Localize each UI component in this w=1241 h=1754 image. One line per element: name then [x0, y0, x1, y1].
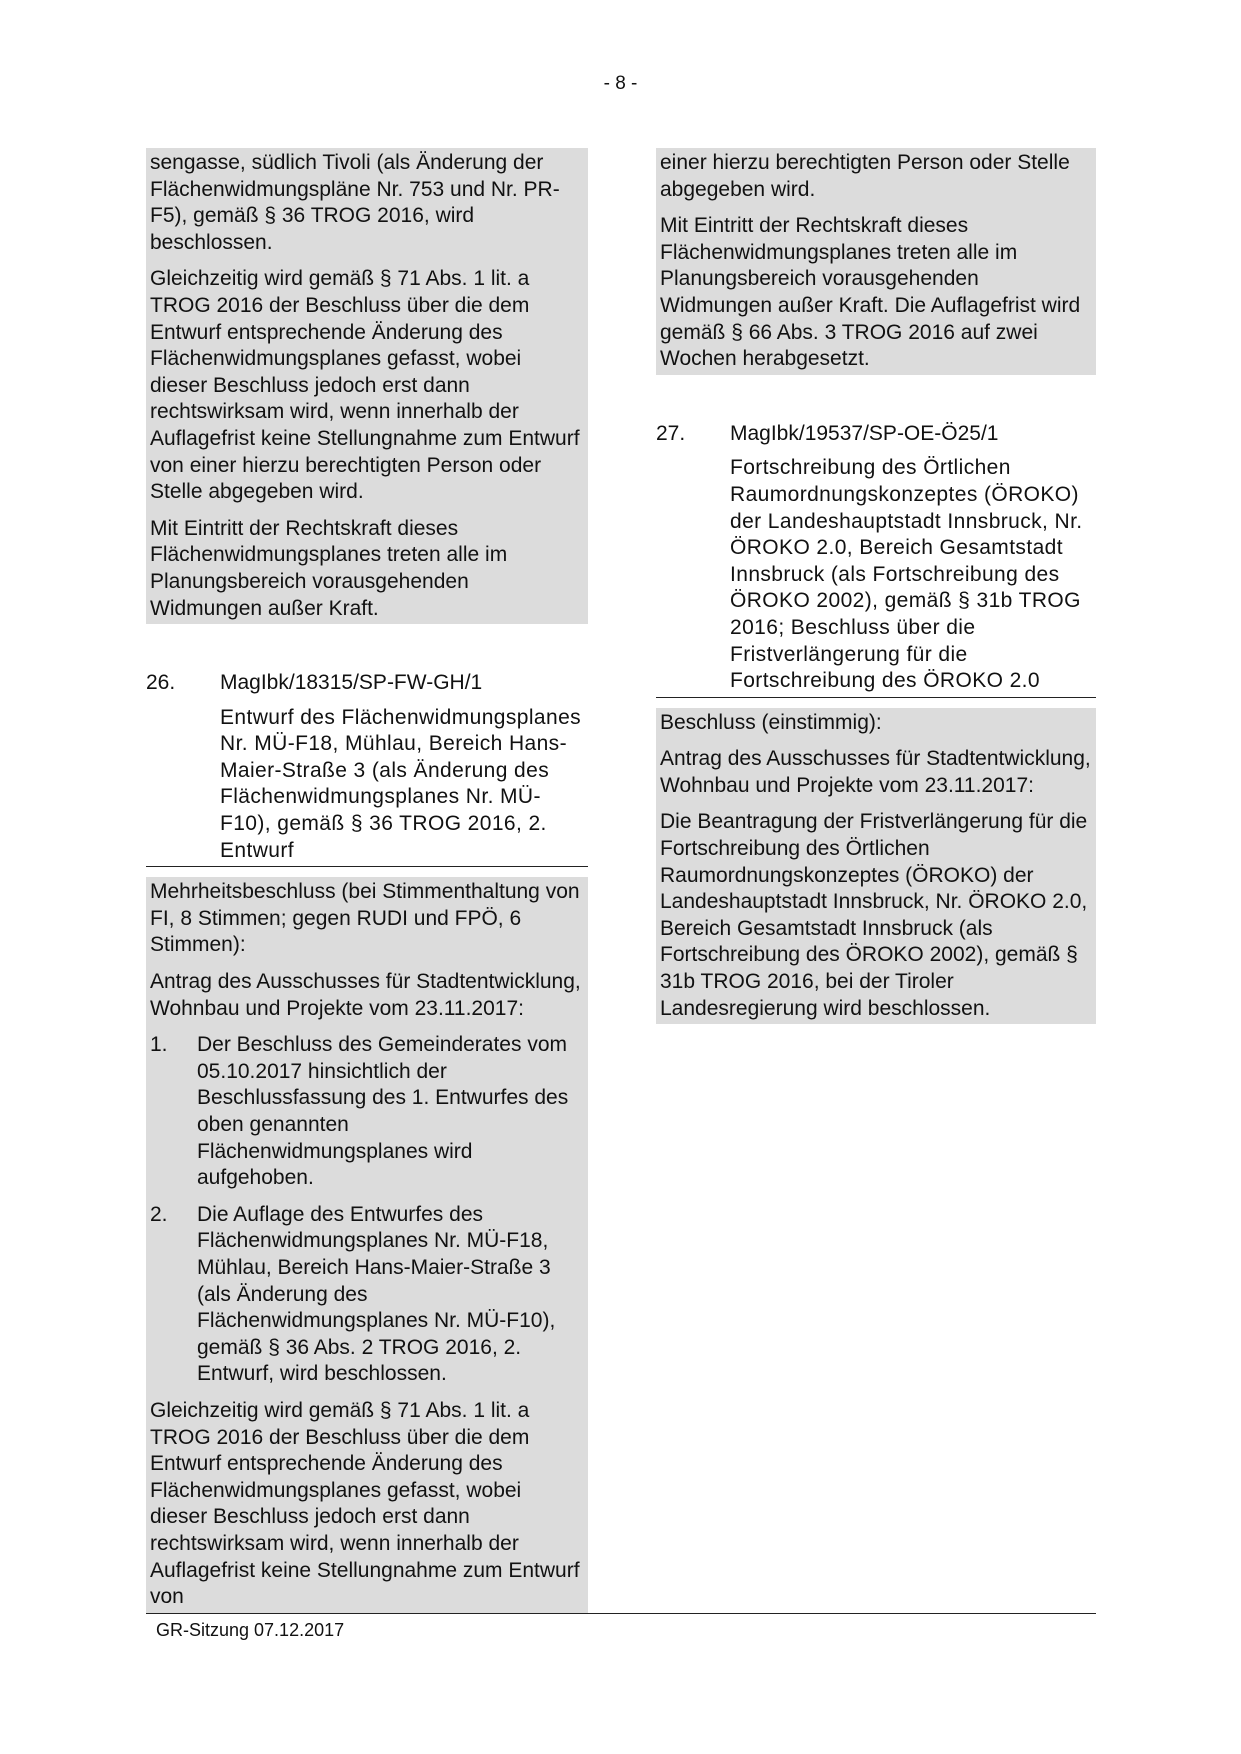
- list-number: 1.: [150, 1033, 168, 1057]
- page-number: - 8 -: [603, 73, 638, 94]
- list-number: 2.: [150, 1202, 168, 1226]
- left-column: [146, 148, 588, 1613]
- footer-session-date: GR-Sitzung 07.12.2017: [156, 1620, 345, 1640]
- resolution-block-26: [146, 877, 588, 1612]
- item-title: Entwurf des Flächenwidmungsplanes Nr. MÜ-F18, Mühlau, Bereich Hans-Maier-Straße 3 (als Änderung des Flächenwidmungsplanes Nr. MÜ-F10), gemäß § 36 TROG 2016, 2. Entwurf: [220, 705, 582, 862]
- item-number: 27.: [656, 421, 686, 445]
- list-text: Die Auflage des Entwurfes des Flächenwidmungsplanes Nr. MÜ-F18, Mühlau, Bereich Hans-Maier-Straße 3 (als Änderung des Flächenwidmungsplanes Nr. MÜ-F10), gemäß § 36 Abs. 2 TROG 2016, 2. Entwurf, wird beschlossen.: [197, 1202, 556, 1386]
- paragraph: sengasse, südlich Tivoli (als Änderung der Flächenwidmungspläne Nr. 753 und Nr. PR-F5), gemäß § 36 TROG 2016, wird beschlossen.: [150, 151, 560, 254]
- list-item: [150, 1202, 584, 1388]
- paragraph: Die Beantragung der Fristverlängerung für die Fortschreibung des Örtlichen Raumordnungskonzeptes (ÖROKO) der Landeshauptstadt Innsbruck, Nr. ÖROKO 2.0, Bereich Gesamtstadt Innsbruck (als Fortschreibung des ÖROKO 2002), gemäß § 31b TROG 2016, bei der Tiroler Landesregierung wird beschlossen.: [660, 810, 1088, 1020]
- paragraph: Mit Eintritt der Rechtskraft dieses Flächenwidmungsplanes treten alle im Planungsbereich vorausgehenden Widmungen außer Kraft. Die Auflagefrist wird gemäß § 66 Abs. 3 TROG 2016 auf zwei Wochen herabgesetzt.: [660, 214, 1081, 371]
- item-reference: MagIbk/19537/SP-OE-Ö25/1: [730, 421, 999, 445]
- paragraph: Antrag des Ausschusses für Stadtentwicklung, Wohnbau und Projekte vom 23.11.2017:: [660, 747, 1091, 797]
- paragraph: Gleichzeitig wird gemäß § 71 Abs. 1 lit. a TROG 2016 der Beschluss über die dem Entwurf entsprechende Änderung des Flächenwidmungsplanes gefasst, wobei dieser Beschluss jedoch erst dann rechtswirksam wird, wenn innerhalb der Auflagefrist keine Stellungnahme zum Entwurf von: [150, 1398, 580, 1609]
- right-column: [656, 148, 1096, 1024]
- paragraph: Antrag des Ausschusses für Stadtentwicklung, Wohnbau und Projekte vom 23.11.2017:: [150, 970, 581, 1020]
- footer-divider: [146, 1613, 1096, 1614]
- list-item: [150, 1032, 584, 1192]
- paragraph: Beschluss (einstimmig):: [660, 710, 882, 734]
- item-number: 26.: [146, 671, 176, 695]
- paragraph: einer hierzu berechtigten Person oder Stelle abgegeben wird.: [660, 151, 1070, 201]
- paragraph: Mehrheitsbeschluss (bei Stimmenthaltung von FI, 8 Stimmen; gegen RUDI und FPÖ, 6 Stimmen):: [150, 880, 580, 957]
- paragraph: Mit Eintritt der Rechtskraft dieses Flächenwidmungsplanes treten alle im Planungsbereich vorausgehenden Widmungen außer Kraft.: [150, 516, 508, 620]
- resolution-block-27: [656, 708, 1096, 1025]
- list-text: Der Beschluss des Gemeinderates vom 05.10.2017 hinsichtlich der Beschlussfassung des 1. Entwurfes des oben genannten Flächenwidmungsplanes wird aufgehoben.: [197, 1033, 569, 1190]
- resolution-list: [150, 1032, 584, 1388]
- divider: [146, 866, 588, 867]
- left-resolution-block: [146, 148, 588, 624]
- agenda-item-27: [656, 421, 1096, 448]
- divider: [656, 697, 1096, 698]
- agenda-item-26: [146, 670, 588, 697]
- item-title: Fortschreibung des Örtlichen Raumordnungskonzeptes (ÖROKO) der Landeshauptstadt Innsbruck, Nr. ÖROKO 2.0, Bereich Gesamtstadt Innsbruck (als Fortschreibung des ÖROKO 2002), gemäß § 31b TROG 2016; Beschluss über die Fristverlängerung für die Fortschreibung des ÖROKO 2.0: [730, 456, 1083, 693]
- paragraph: Gleichzeitig wird gemäß § 71 Abs. 1 lit. a TROG 2016 der Beschluss über die dem Entwurf entsprechende Änderung des Flächenwidmungsplanes gefasst, wobei dieser Beschluss jedoch erst dann rechtswirksam wird, wenn innerhalb der Auflagefrist keine Stellungnahme zum Entwurf von einer hierzu berechtigten Person oder Stelle abgegeben wird.: [150, 267, 580, 504]
- item-reference: MagIbk/18315/SP-FW-GH/1: [220, 671, 483, 695]
- right-resolution-block: [656, 148, 1096, 375]
